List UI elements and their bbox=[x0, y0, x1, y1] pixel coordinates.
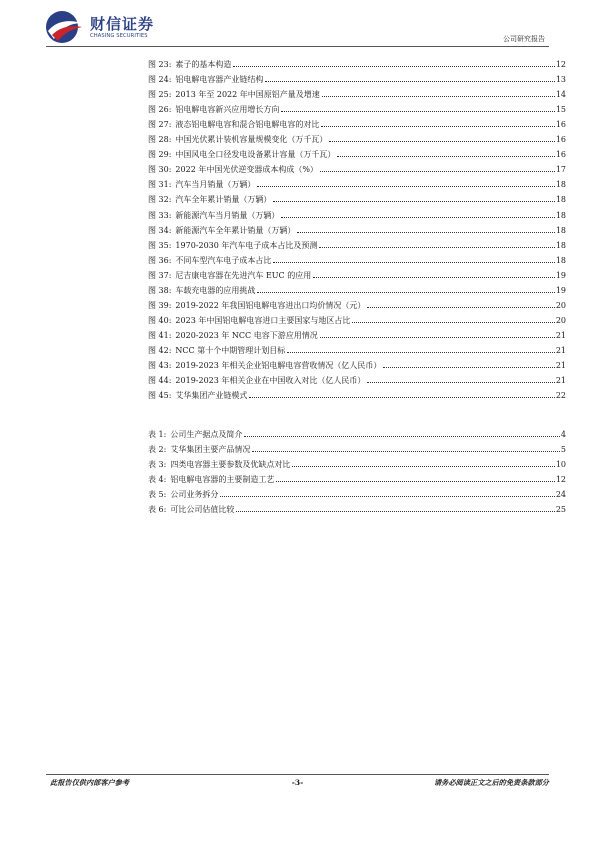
dot-leader bbox=[281, 111, 554, 112]
dot-leader bbox=[273, 201, 554, 202]
figure-entry[interactable] bbox=[148, 129, 566, 144]
dot-leader bbox=[281, 217, 554, 218]
table-entry-label: 表 1: bbox=[148, 430, 167, 440]
dot-leader bbox=[337, 156, 554, 157]
figure-entry-title: 2022 年中国光伏逆变器成本构成（%） bbox=[175, 165, 318, 175]
dot-leader bbox=[220, 496, 554, 497]
dot-leader bbox=[320, 337, 555, 338]
footer-divider bbox=[46, 774, 549, 775]
figure-list bbox=[148, 54, 566, 400]
table-entry-label: 表 6: bbox=[148, 505, 167, 515]
table-entry-page: 4 bbox=[560, 430, 566, 440]
figure-entry-title: 新能源汽车全年累计销量（万辆） bbox=[175, 225, 296, 235]
figure-entry-label: 图 45: bbox=[148, 391, 172, 401]
figure-entry-page: 18 bbox=[555, 210, 566, 220]
figure-entry[interactable] bbox=[148, 340, 566, 355]
dot-leader bbox=[322, 96, 555, 97]
figure-entry-label: 图 38: bbox=[148, 285, 172, 295]
figure-entry[interactable] bbox=[148, 144, 566, 159]
figure-entry-title: NCC 第十个中期管理计划目标 bbox=[175, 345, 286, 355]
table-entry-page: 12 bbox=[555, 475, 566, 485]
figure-entry-title: 铝电解电容器产业链结构 bbox=[175, 75, 264, 85]
figure-entry-title: 车载充电器的应用挑战 bbox=[175, 285, 256, 295]
figure-entry-label: 图 29: bbox=[148, 150, 172, 160]
table-entry-label: 表 4: bbox=[148, 475, 167, 485]
figure-entry-label: 图 35: bbox=[148, 240, 172, 250]
table-list bbox=[148, 424, 566, 514]
figure-entry-page: 18 bbox=[555, 225, 566, 235]
figure-entry-label: 图 42: bbox=[148, 345, 172, 355]
figure-entry-label: 图 34: bbox=[148, 225, 172, 235]
figure-entry[interactable] bbox=[148, 250, 566, 265]
company-name-en: CHASING SECURITIES bbox=[90, 33, 148, 39]
table-entry-page: 10 bbox=[555, 460, 566, 470]
figure-entry-label: 图 31: bbox=[148, 180, 172, 190]
dot-leader bbox=[249, 397, 554, 398]
figure-entry-title: 2019-2023 年相关企业铝电解电容营收情况（亿人民币） bbox=[175, 360, 382, 370]
figure-entry-page: 20 bbox=[555, 300, 566, 310]
figure-entry-title: 液态铝电解电容和混合铝电解电容的对比 bbox=[175, 120, 320, 130]
figure-entry-label: 图 43: bbox=[148, 360, 172, 370]
table-entry[interactable] bbox=[148, 439, 566, 454]
dot-leader bbox=[265, 81, 554, 82]
figure-entry-page: 19 bbox=[555, 270, 566, 280]
table-entry-page: 24 bbox=[555, 490, 566, 500]
header-divider bbox=[46, 46, 549, 47]
table-entry-title: 四类电容器主要参数及优缺点对比 bbox=[170, 460, 291, 470]
page-header bbox=[0, 0, 595, 50]
figure-entry-title: 2023 年中国铝电解电容进口主要国家与地区占比 bbox=[175, 315, 351, 325]
figure-entry-label: 图 30: bbox=[148, 165, 172, 175]
dot-leader bbox=[320, 171, 555, 172]
figure-entry-label: 图 40: bbox=[148, 315, 172, 325]
figure-entry-page: 13 bbox=[555, 75, 566, 85]
figure-entry-page: 21 bbox=[555, 376, 566, 386]
figure-entry-title: 不同车型汽车电子成本占比 bbox=[175, 255, 272, 265]
dot-leader bbox=[352, 322, 554, 323]
footer-notice: 请务必阅读正文之后的免责条款部分 bbox=[433, 778, 549, 787]
table-entry[interactable] bbox=[148, 424, 566, 439]
figure-entry-title: 1970-2030 年汽车电子成本占比及预测 bbox=[175, 240, 318, 250]
figure-entry-label: 图 28: bbox=[148, 135, 172, 145]
figure-entry-title: 艾华集团产业链模式 bbox=[175, 391, 248, 401]
figure-entry[interactable] bbox=[148, 220, 566, 235]
company-name: 财信证券 bbox=[90, 15, 155, 33]
dot-leader bbox=[233, 66, 554, 67]
figure-entry-page: 16 bbox=[555, 150, 566, 160]
table-entry-title: 艾华集团主要产品情况 bbox=[170, 445, 251, 455]
figure-entry-title: 2019-2023 年相关企业在中国收入对比（亿人民币） bbox=[175, 376, 366, 386]
table-entry-page: 5 bbox=[560, 445, 566, 455]
dot-leader bbox=[313, 277, 555, 278]
figure-entry-title: 新能源汽车当月销量（万辆） bbox=[175, 210, 280, 220]
figure-entry-label: 图 41: bbox=[148, 330, 172, 340]
figure-entry-title: 中国风电全口径发电设备累计容量（万千瓦） bbox=[175, 150, 336, 160]
figure-entry-title: 2020-2023 年 NCC 电容下游应用情况 bbox=[175, 330, 318, 340]
figure-entry-page: 15 bbox=[555, 105, 566, 115]
figure-entry[interactable] bbox=[148, 69, 566, 84]
figure-entry-label: 图 44: bbox=[148, 376, 172, 386]
dot-leader bbox=[329, 141, 554, 142]
figure-entry[interactable] bbox=[148, 204, 566, 219]
figure-entry[interactable] bbox=[148, 54, 566, 69]
dot-leader bbox=[236, 511, 554, 512]
figure-entry-label: 图 36: bbox=[148, 255, 172, 265]
table-entry[interactable] bbox=[148, 454, 566, 469]
dot-leader bbox=[383, 367, 554, 368]
dot-leader bbox=[292, 466, 554, 467]
dot-leader bbox=[276, 481, 554, 482]
table-entry-title: 公司业务拆分 bbox=[170, 490, 219, 500]
figure-entry-page: 21 bbox=[555, 345, 566, 355]
figure-entry[interactable] bbox=[148, 99, 566, 114]
dot-leader bbox=[252, 451, 560, 452]
figure-entry[interactable] bbox=[148, 189, 566, 204]
figure-entry-label: 图 25: bbox=[148, 90, 172, 100]
figure-entry-title: 中国光伏累计装机容量规模变化（万千瓦） bbox=[175, 135, 328, 145]
company-logo-icon bbox=[44, 9, 84, 45]
figure-entry-page: 18 bbox=[555, 180, 566, 190]
figure-entry[interactable] bbox=[148, 355, 566, 370]
figure-entry[interactable] bbox=[148, 114, 566, 129]
figure-entry-label: 图 27: bbox=[148, 120, 172, 130]
figure-entry-page: 18 bbox=[555, 195, 566, 205]
figure-entry[interactable] bbox=[148, 325, 566, 340]
figure-entry-page: 18 bbox=[555, 255, 566, 265]
table-entry-label: 表 5: bbox=[148, 490, 167, 500]
table-entry-page: 25 bbox=[555, 505, 566, 515]
figure-entry-title: 2019-2022 年我国铝电解电容进出口均价情况（元） bbox=[175, 300, 366, 310]
figure-entry-page: 22 bbox=[555, 391, 566, 401]
figure-entry-page: 21 bbox=[555, 330, 566, 340]
figure-entry-title: 素子的基本构造 bbox=[175, 60, 232, 70]
table-entry-label: 表 2: bbox=[148, 445, 167, 455]
figure-entry-label: 图 23: bbox=[148, 60, 172, 70]
figure-entry-label: 图 26: bbox=[148, 105, 172, 115]
dot-leader bbox=[367, 382, 554, 383]
figure-entry[interactable] bbox=[148, 159, 566, 174]
page-number: -3- bbox=[291, 778, 304, 787]
figure-entry-page: 18 bbox=[555, 240, 566, 250]
dot-leader bbox=[367, 307, 554, 308]
report-type: 公司研究报告 bbox=[503, 35, 545, 43]
figure-entry-label: 图 32: bbox=[148, 195, 172, 205]
figure-entry-page: 19 bbox=[555, 285, 566, 295]
table-entry-title: 可比公司估值比较 bbox=[170, 505, 235, 515]
figure-entry-label: 图 37: bbox=[148, 270, 172, 280]
figure-entry-title: 汽车当月销量（万辆） bbox=[175, 180, 256, 190]
dot-leader bbox=[273, 262, 554, 263]
dot-leader bbox=[319, 247, 554, 248]
figure-entry-title: 汽车全年累计销量（万辆） bbox=[175, 195, 272, 205]
figure-entry-page: 17 bbox=[555, 165, 566, 175]
figure-entry-page: 16 bbox=[555, 120, 566, 130]
figure-entry-page: 20 bbox=[555, 315, 566, 325]
figure-entry-page: 12 bbox=[555, 60, 566, 70]
figure-entry[interactable] bbox=[148, 84, 566, 99]
figure-entry-label: 图 39: bbox=[148, 300, 172, 310]
figure-entry-page: 21 bbox=[555, 360, 566, 370]
figure-entry-page: 16 bbox=[555, 135, 566, 145]
figure-entry[interactable] bbox=[148, 295, 566, 310]
dot-leader bbox=[321, 126, 554, 127]
table-entry-title: 铝电解电容器的主要制造工艺 bbox=[170, 475, 275, 485]
figure-entry[interactable] bbox=[148, 174, 566, 189]
table-entry[interactable] bbox=[148, 484, 566, 499]
figure-entry[interactable] bbox=[148, 280, 566, 295]
table-entry-label: 表 3: bbox=[148, 460, 167, 470]
company-logo bbox=[44, 9, 174, 45]
table-entry-title: 公司生产据点及简介 bbox=[170, 430, 243, 440]
figure-entry[interactable] bbox=[148, 310, 566, 325]
figure-entry-title: 2013 年至 2022 年中国原铝产量及增速 bbox=[175, 90, 320, 100]
table-entry[interactable] bbox=[148, 499, 566, 514]
figure-entry-label: 图 24: bbox=[148, 75, 172, 85]
table-entry[interactable] bbox=[148, 469, 566, 484]
figure-entry-title: 尼吉康电容器在先进汽车 EUC 的应用 bbox=[175, 270, 312, 280]
dot-leader bbox=[257, 186, 554, 187]
figure-entry[interactable] bbox=[148, 235, 566, 250]
dot-leader bbox=[244, 436, 560, 437]
footer-disclaimer: 此报告仅供内部客户参考 bbox=[50, 778, 130, 787]
figure-entry-page: 14 bbox=[555, 90, 566, 100]
figure-entry[interactable] bbox=[148, 370, 566, 385]
dot-leader bbox=[297, 232, 554, 233]
figure-entry[interactable] bbox=[148, 265, 566, 280]
figure-entry[interactable] bbox=[148, 385, 566, 400]
figure-entry-label: 图 33: bbox=[148, 210, 172, 220]
dot-leader bbox=[257, 292, 554, 293]
figure-entry-title: 铝电解电容新兴应用增长方向 bbox=[175, 105, 280, 115]
dot-leader bbox=[287, 352, 555, 353]
